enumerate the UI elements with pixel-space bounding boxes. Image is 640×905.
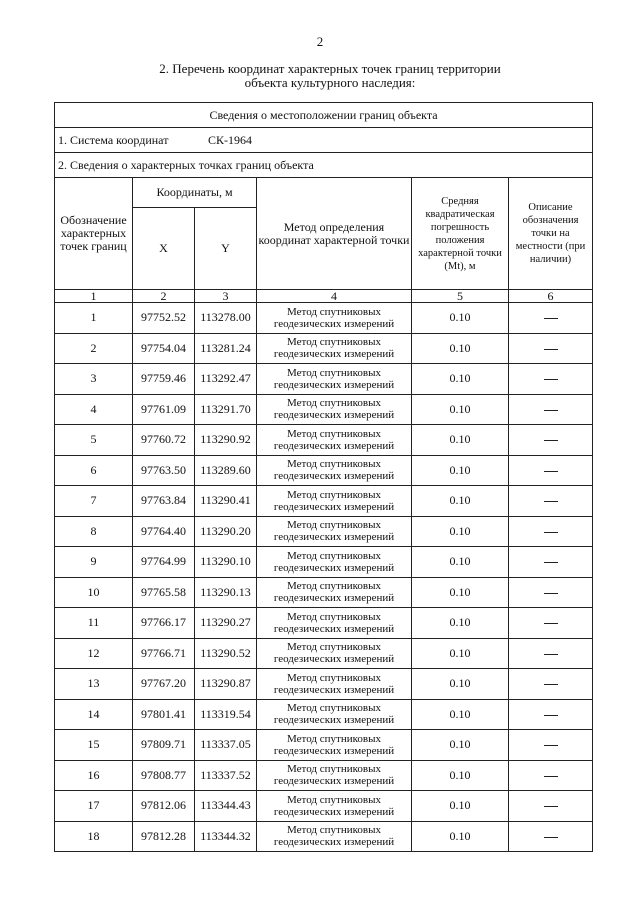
column-number: 6 <box>509 290 593 303</box>
page-number: 2 <box>316 34 324 49</box>
col-header-error: Средняя квадратическая погрешность положения характерной точки (Mt), м <box>412 178 509 290</box>
point-number: 2 <box>55 333 133 364</box>
col-header-method: Метод определения координат характерной точки <box>257 178 412 290</box>
point-error: 0.10 <box>412 577 509 608</box>
point-number: 4 <box>55 394 133 425</box>
points-title: 2. Сведения о характерных точках границ объекта <box>55 153 593 178</box>
table-row <box>55 455 593 486</box>
point-y: 113290.20 <box>195 516 257 547</box>
heading-line-2: объекта культурного наследия: <box>244 75 416 90</box>
method-line-2: геодезических измерений <box>273 592 395 605</box>
method-line-2: геодезических измерений <box>273 561 395 574</box>
method-line-1: Метод спутниковых <box>287 824 381 837</box>
method-line-2: геодезических измерений <box>273 622 395 635</box>
table-row <box>55 638 593 669</box>
method-line-1: Метод спутниковых <box>287 427 381 440</box>
method-line-2: геодезических измерений <box>273 531 395 544</box>
point-number: 3 <box>55 364 133 395</box>
point-x: 97812.28 <box>133 821 195 852</box>
point-method <box>257 791 412 822</box>
point-error: 0.10 <box>412 821 509 852</box>
coordinates-table <box>54 102 593 852</box>
table-row <box>55 669 593 700</box>
method-line-1: Метод спутниковых <box>287 793 381 806</box>
method-line-1: Метод спутниковых <box>287 610 381 623</box>
point-y: 113290.13 <box>195 577 257 608</box>
method-line-1: Метод спутниковых <box>287 397 381 410</box>
method-line-2: геодезических измерений <box>273 714 395 727</box>
table-row <box>55 303 593 334</box>
dash-mark <box>544 806 558 807</box>
dash-mark <box>544 745 558 746</box>
point-x: 97764.99 <box>133 547 195 578</box>
point-number: 9 <box>55 547 133 578</box>
point-error: 0.10 <box>412 547 509 578</box>
point-error: 0.10 <box>412 730 509 761</box>
table-row <box>55 394 593 425</box>
dash-mark <box>544 471 558 472</box>
point-x: 97760.72 <box>133 425 195 456</box>
point-description <box>509 760 593 791</box>
point-description <box>509 577 593 608</box>
point-method <box>257 486 412 517</box>
point-x: 97809.71 <box>133 730 195 761</box>
method-line-1: Метод спутниковых <box>287 488 381 501</box>
point-x: 97759.46 <box>133 364 195 395</box>
method-line-2: геодезических измерений <box>273 653 395 666</box>
point-method <box>257 333 412 364</box>
table-row <box>55 547 593 578</box>
table-row <box>55 516 593 547</box>
point-x: 97761.09 <box>133 394 195 425</box>
point-description <box>509 364 593 395</box>
point-error: 0.10 <box>412 455 509 486</box>
method-line-2: геодезических измерений <box>273 409 395 422</box>
col-header-description: Описание обозначения точки на местности (при наличии) <box>509 178 593 290</box>
coord-system-row <box>55 128 593 153</box>
point-x: 97766.71 <box>133 638 195 669</box>
point-description <box>509 394 593 425</box>
point-error: 0.10 <box>412 638 509 669</box>
method-line-1: Метод спутниковых <box>287 641 381 654</box>
method-line-2: геодезических измерений <box>273 348 395 361</box>
point-y: 113292.47 <box>195 364 257 395</box>
table-row <box>55 486 593 517</box>
column-numbers-row <box>55 290 593 303</box>
dash-mark <box>544 562 558 563</box>
point-error: 0.10 <box>412 669 509 700</box>
column-number: 4 <box>257 290 412 303</box>
dash-mark <box>544 440 558 441</box>
point-error: 0.10 <box>412 791 509 822</box>
method-line-2: геодезических измерений <box>273 744 395 757</box>
point-x: 97808.77 <box>133 760 195 791</box>
point-y: 113290.92 <box>195 425 257 456</box>
point-y: 113290.87 <box>195 669 257 700</box>
dash-mark <box>544 684 558 685</box>
method-line-2: геодезических измерений <box>273 500 395 513</box>
point-x: 97752.52 <box>133 303 195 334</box>
point-number: 6 <box>55 455 133 486</box>
dash-mark <box>544 715 558 716</box>
point-method <box>257 455 412 486</box>
table-row <box>55 608 593 639</box>
point-number: 16 <box>55 760 133 791</box>
point-x: 97812.06 <box>133 791 195 822</box>
point-method <box>257 394 412 425</box>
dash-mark <box>544 623 558 624</box>
point-x: 97801.41 <box>133 699 195 730</box>
column-number: 2 <box>133 290 195 303</box>
point-error: 0.10 <box>412 303 509 334</box>
point-error: 0.10 <box>412 486 509 517</box>
method-line-2: геодезических измерений <box>273 439 395 452</box>
point-y: 113281.24 <box>195 333 257 364</box>
point-y: 113319.54 <box>195 699 257 730</box>
point-number: 15 <box>55 730 133 761</box>
point-number: 5 <box>55 425 133 456</box>
table-row <box>55 425 593 456</box>
point-method <box>257 638 412 669</box>
point-number: 11 <box>55 608 133 639</box>
point-method <box>257 669 412 700</box>
table-row <box>55 791 593 822</box>
table-row <box>55 730 593 761</box>
point-description <box>509 821 593 852</box>
point-x: 97763.50 <box>133 455 195 486</box>
document-heading <box>60 62 600 90</box>
point-number: 10 <box>55 577 133 608</box>
point-error: 0.10 <box>412 699 509 730</box>
point-number: 8 <box>55 516 133 547</box>
point-number: 18 <box>55 821 133 852</box>
point-method <box>257 699 412 730</box>
method-line-1: Метод спутниковых <box>287 763 381 776</box>
column-number: 1 <box>55 290 133 303</box>
point-method <box>257 425 412 456</box>
method-line-2: геодезических измерений <box>273 683 395 696</box>
method-line-1: Метод спутниковых <box>287 702 381 715</box>
point-x: 97765.58 <box>133 577 195 608</box>
table-row <box>55 760 593 791</box>
point-method <box>257 730 412 761</box>
column-number: 3 <box>195 290 257 303</box>
dash-mark <box>544 776 558 777</box>
method-line-2: геодезических измерений <box>273 470 395 483</box>
point-x: 97767.20 <box>133 669 195 700</box>
point-description <box>509 669 593 700</box>
dash-mark <box>544 379 558 380</box>
method-line-2: геодезических измерений <box>273 378 395 391</box>
point-y: 113290.27 <box>195 608 257 639</box>
point-number: 7 <box>55 486 133 517</box>
heading-line-1: 2. Перечень координат характерных точек границ территории <box>159 61 501 76</box>
point-number: 1 <box>55 303 133 334</box>
point-description <box>509 608 593 639</box>
method-line-1: Метод спутниковых <box>287 671 381 684</box>
point-description <box>509 791 593 822</box>
point-method <box>257 760 412 791</box>
point-method <box>257 516 412 547</box>
method-line-1: Метод спутниковых <box>287 336 381 349</box>
point-x: 97763.84 <box>133 486 195 517</box>
dash-mark <box>544 654 558 655</box>
col-header-coords: Координаты, м <box>133 178 257 208</box>
column-number: 5 <box>412 290 509 303</box>
point-y: 113344.43 <box>195 791 257 822</box>
table-row <box>55 333 593 364</box>
method-line-2: геодезических измерений <box>273 836 395 849</box>
method-line-2: геодезических измерений <box>273 775 395 788</box>
point-description <box>509 547 593 578</box>
point-method <box>257 364 412 395</box>
point-y: 113337.52 <box>195 760 257 791</box>
col-header-x: X <box>133 208 195 290</box>
point-y: 113337.05 <box>195 730 257 761</box>
method-line-1: Метод спутниковых <box>287 458 381 471</box>
method-line-1: Метод спутниковых <box>287 305 381 318</box>
point-y: 113289.60 <box>195 455 257 486</box>
dash-mark <box>544 837 558 838</box>
point-number: 13 <box>55 669 133 700</box>
method-line-1: Метод спутниковых <box>287 549 381 562</box>
point-error: 0.10 <box>412 516 509 547</box>
table-row <box>55 364 593 395</box>
point-y: 113290.10 <box>195 547 257 578</box>
dash-mark <box>544 318 558 319</box>
point-number: 17 <box>55 791 133 822</box>
point-description <box>509 638 593 669</box>
point-y: 113290.52 <box>195 638 257 669</box>
table-row <box>55 821 593 852</box>
table-row <box>55 699 593 730</box>
dash-mark <box>544 501 558 502</box>
table-title: Сведения о местоположении границ объекта <box>55 103 593 128</box>
point-x: 97754.04 <box>133 333 195 364</box>
point-description <box>509 516 593 547</box>
point-error: 0.10 <box>412 364 509 395</box>
point-y: 113290.41 <box>195 486 257 517</box>
method-line-2: геодезических измерений <box>273 317 395 330</box>
point-description <box>509 730 593 761</box>
coord-system-label: 1. Система координат <box>58 132 169 147</box>
point-description <box>509 455 593 486</box>
point-description <box>509 486 593 517</box>
point-description <box>509 333 593 364</box>
dash-mark <box>544 593 558 594</box>
point-error: 0.10 <box>412 425 509 456</box>
point-description <box>509 303 593 334</box>
point-error: 0.10 <box>412 394 509 425</box>
method-line-1: Метод спутниковых <box>287 732 381 745</box>
point-y: 113344.32 <box>195 821 257 852</box>
col-header-y: Y <box>195 208 257 290</box>
method-line-2: геодезических измерений <box>273 805 395 818</box>
point-method <box>257 303 412 334</box>
method-line-1: Метод спутниковых <box>287 366 381 379</box>
point-number: 12 <box>55 638 133 669</box>
point-description <box>509 425 593 456</box>
dash-mark <box>544 410 558 411</box>
point-y: 113291.70 <box>195 394 257 425</box>
coord-system-value: СК-1964 <box>208 132 253 147</box>
point-number: 14 <box>55 699 133 730</box>
point-method <box>257 608 412 639</box>
point-description <box>509 699 593 730</box>
point-y: 113278.00 <box>195 303 257 334</box>
point-error: 0.10 <box>412 608 509 639</box>
point-method <box>257 547 412 578</box>
col-header-designation: Обозначение характерных точек границ <box>55 178 133 290</box>
point-error: 0.10 <box>412 333 509 364</box>
method-line-1: Метод спутниковых <box>287 580 381 593</box>
point-method <box>257 821 412 852</box>
table-row <box>55 577 593 608</box>
point-x: 97764.40 <box>133 516 195 547</box>
point-x: 97766.17 <box>133 608 195 639</box>
dash-mark <box>544 349 558 350</box>
dash-mark <box>544 532 558 533</box>
point-method <box>257 577 412 608</box>
point-error: 0.10 <box>412 760 509 791</box>
method-line-1: Метод спутниковых <box>287 519 381 532</box>
